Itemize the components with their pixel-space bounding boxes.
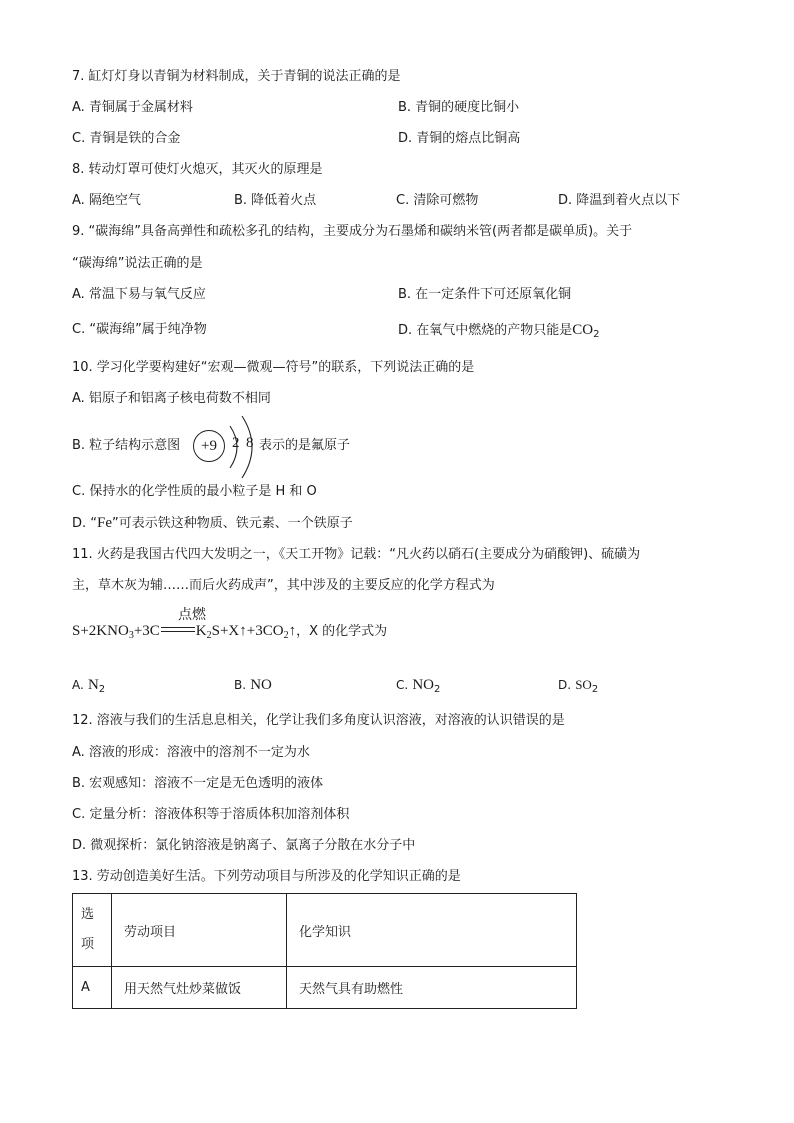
header-chem-knowledge: 化学知识 (287, 894, 577, 967)
q10-option-c[interactable]: C. 保持水的化学性质的最小粒子是 H 和 O (72, 484, 317, 499)
q9-stem-line2: “碳海绵”说法正确的是 (72, 256, 203, 271)
q11-stem-line1: 11. 火药是我国古代四大发明之一，《天工开物》记载：“凡火药以硝石(主要成分为硝酸钾)、硫磺为 (72, 547, 641, 562)
q9-option-d-subscript: 2 (593, 329, 600, 340)
q12-stem: 12. 溶液与我们的生活息息相关，化学让我们多角度认识溶液，对溶液的认识错误的是 (72, 713, 565, 728)
q9-stem-line1: 9. “碳海绵”具备高弹性和疏松多孔的结构，主要成分为石墨烯和碳纳米管(两者都是碳单质)。关于 (72, 224, 633, 239)
q9-option-d-formula: CO (572, 322, 594, 338)
q9-option-c[interactable]: C. “碳海绵”属于纯净物 (72, 322, 207, 337)
shell-2-electrons: 8 (246, 435, 254, 451)
q10-option-d-rest: ”可表示铁这种物质、铁元素、一个铁原子 (112, 516, 353, 531)
atom-nucleus: +9 (193, 430, 225, 462)
q9-option-d[interactable] (398, 321, 600, 340)
q11-option-a[interactable]: A. $N_2$ (72, 677, 106, 695)
row-a-chem-knowledge: 天然气具有助燃性 (287, 967, 577, 1009)
q9-option-d-text: D. 在氧气中燃烧的产物只能是 (398, 323, 573, 338)
q10-option-b-suffix: 表示的是氟原子 (259, 438, 351, 453)
q12-option-c[interactable]: C. 定量分析：溶液体积等于溶质体积加溶剂体积 (72, 807, 350, 822)
q7-option-c[interactable]: C. 青铜是铁的合金 (72, 131, 181, 146)
shell-1-electrons: 2 (232, 435, 240, 451)
q12-option-b[interactable]: B. 宏观感知：溶液不一定是无色透明的液体 (72, 776, 324, 791)
q10-option-a[interactable]: A. 铝原子和铝离子核电荷数不相同 (72, 391, 271, 406)
row-a-labor-item: 用天然气灶炒菜做饭 (112, 967, 287, 1009)
q10-option-d[interactable] (72, 514, 353, 533)
q11-stem-line2: 主，草木灰为辅……而后火药成声”，其中涉及的主要反应的化学方程式为 (72, 578, 495, 593)
q9-option-a[interactable]: A. 常温下易与氧气反应 (72, 287, 206, 302)
header-labor-item: 劳动项目 (112, 894, 287, 967)
q11-option-b[interactable]: B. NO (234, 677, 272, 693)
q8-option-b[interactable]: B. 降低着火点 (234, 193, 317, 208)
q8-option-c[interactable]: C. 清除可燃物 (396, 193, 479, 208)
header-option: 选项 (73, 894, 112, 967)
chemical-equation: $S+2KNO_3+3C$ $K_2S+X↑+3CO_2↑$，X 的化学式为 (72, 623, 388, 641)
q10-option-d-symbol: Fe (97, 515, 113, 531)
q10-stem: 10. 学习化学要构建好“宏观—微观—符号”的联系，下列说法正确的是 (72, 360, 475, 375)
q13-table (72, 893, 577, 1009)
q11-option-c[interactable]: C. $NO_2$ (396, 677, 441, 695)
q12-option-d[interactable]: D. 微观探析：氯化钠溶液是钠离子、氯离子分散在水分子中 (72, 838, 416, 853)
q7-option-d[interactable]: D. 青铜的熔点比铜高 (398, 131, 521, 146)
q11-option-d[interactable]: D. $SO_2$ (558, 677, 599, 695)
q12-option-a[interactable]: A. 溶液的形成：溶液中的溶剂不一定为水 (72, 745, 310, 760)
q10-option-b-prefix[interactable]: B. 粒子结构示意图 (72, 438, 181, 453)
q8-option-d[interactable]: D. 降温到着火点以下 (558, 193, 681, 208)
q11-equation-suffix: ，X 的化学式为 (296, 624, 388, 639)
table-row (73, 967, 577, 1009)
q10-option-d-open: D. “ (72, 516, 98, 531)
q9-option-b[interactable]: B. 在一定条件下可还原氧化铜 (398, 287, 572, 302)
q8-stem: 8. 转动灯罩可使灯火熄灭，其灭火的原理是 (72, 162, 323, 177)
table-header-row (73, 894, 577, 967)
q8-option-a[interactable]: A. 隔绝空气 (72, 193, 141, 208)
q7-option-b[interactable]: B. 青铜的硬度比铜小 (398, 100, 520, 115)
q7-option-a[interactable]: A. 青铜属于金属材料 (72, 100, 193, 115)
q7-stem: 7. 缸灯灯身以青铜为材料制成，关于青铜的说法正确的是 (72, 69, 401, 84)
q13-stem: 13. 劳动创造美好生活。下列劳动项目与所涉及的化学知识正确的是 (72, 869, 461, 884)
row-a-option: A (73, 967, 112, 1009)
reaction-condition: 点燃 (178, 607, 206, 623)
